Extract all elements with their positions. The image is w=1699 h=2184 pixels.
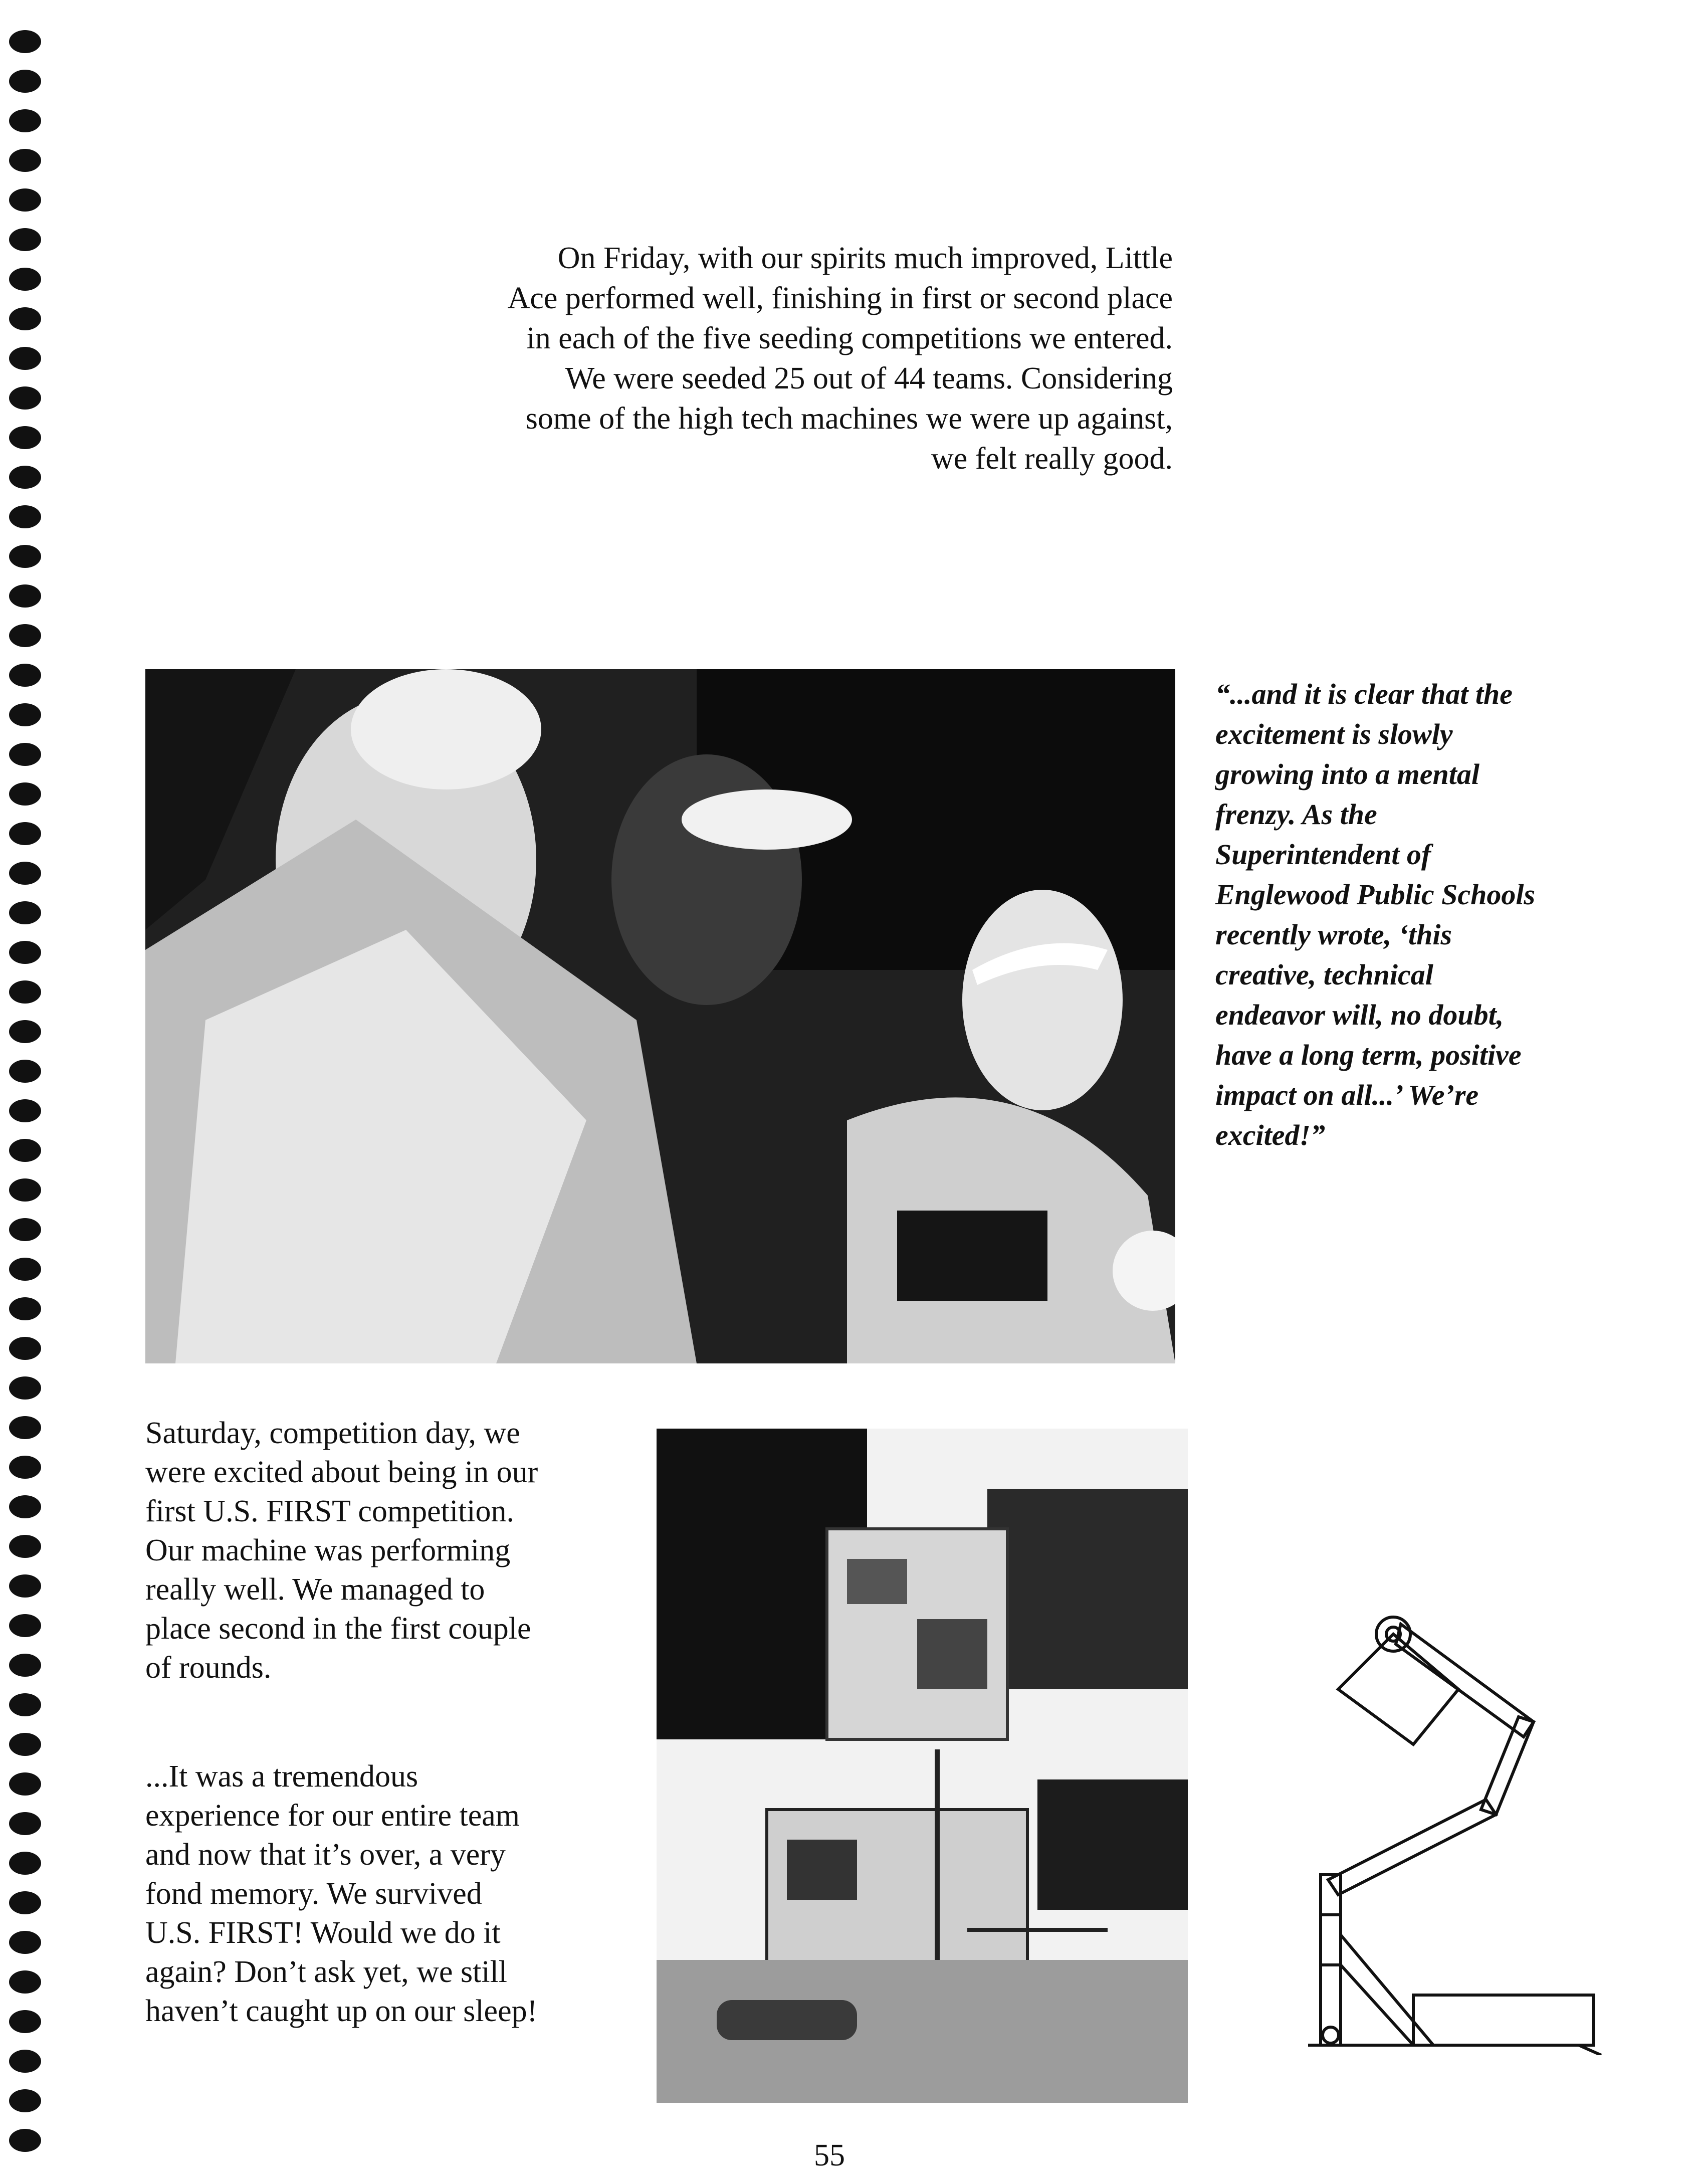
binding-hole <box>9 1416 41 1439</box>
binding-hole <box>9 1337 41 1360</box>
binding-hole <box>9 228 41 251</box>
binding-hole <box>9 1772 41 1796</box>
binding-hole <box>9 109 41 132</box>
binding-hole <box>9 1574 41 1598</box>
binding-hole <box>9 980 41 1004</box>
binding-hole <box>9 466 41 489</box>
ending-line: U.S. FIRST! Would we do it <box>145 1916 501 1950</box>
binding-hole <box>9 862 41 885</box>
page-number: 55 <box>814 2138 845 2172</box>
quote-line: growing into a mental <box>1215 758 1479 790</box>
ending-paragraph <box>145 1757 626 2031</box>
team-crowd-photo-illustration <box>145 669 1175 1363</box>
intro-line: we felt really good. <box>931 442 1173 476</box>
binding-hole <box>9 545 41 568</box>
binding-hole <box>9 1297 41 1320</box>
robot-photo-illustration <box>657 1429 1188 2103</box>
binding-hole <box>9 1218 41 1241</box>
saturday-line: place second in the first couple <box>145 1612 531 1646</box>
binding-hole <box>9 822 41 845</box>
saturday-line: were excited about being in our <box>145 1455 538 1489</box>
binding-hole <box>9 1931 41 1954</box>
binding-hole <box>9 268 41 291</box>
quote-line: have a long term, positive <box>1215 1039 1522 1071</box>
saturday-line: of rounds. <box>145 1651 272 1685</box>
ending-line: haven’t caught up on our sleep! <box>145 1994 538 2028</box>
ending-line: ...It was a tremendous <box>145 1759 418 1794</box>
quote-line: “...and it is clear that the <box>1215 678 1513 710</box>
robot-arm-drawing <box>1298 1614 1604 2055</box>
quote-line: Superintendent of <box>1215 838 1431 871</box>
binding-hole <box>9 426 41 449</box>
quote-line: recently wrote, ‘this <box>1215 918 1452 951</box>
quote-line: Englewood Public Schools <box>1215 878 1536 911</box>
binding-hole <box>9 1693 41 1716</box>
team-crowd-photo <box>145 669 1175 1363</box>
intro-line: On Friday, with our spirits much improved, Little <box>557 241 1173 275</box>
binding-hole <box>9 1535 41 1558</box>
binding-hole <box>9 1099 41 1122</box>
binding-hole <box>9 30 41 53</box>
quote-line: impact on all...’ We’re <box>1215 1079 1479 1111</box>
binding-hole <box>9 70 41 93</box>
saturday-line: Our machine was performing <box>145 1533 511 1567</box>
binding-hole <box>9 2050 41 2073</box>
intro-paragraph <box>381 238 1173 479</box>
binding-hole <box>9 743 41 766</box>
binding-hole <box>9 1020 41 1043</box>
binding-hole <box>9 782 41 806</box>
binding-hole <box>9 901 41 924</box>
binding-hole <box>9 1178 41 1202</box>
binding-hole <box>9 386 41 410</box>
ending-line: again? Don’t ask yet, we still <box>145 1955 508 1989</box>
binding-hole <box>9 505 41 528</box>
intro-line: Ace performed well, finishing in first or second place <box>507 281 1173 315</box>
robot-photo <box>657 1429 1188 2103</box>
binding-hole <box>9 1139 41 1162</box>
ending-line: experience for our entire team <box>145 1799 520 1833</box>
binding-hole <box>9 1376 41 1400</box>
binding-hole <box>9 1456 41 1479</box>
binding-hole <box>9 941 41 964</box>
ending-line: fond memory. We survived <box>145 1877 482 1911</box>
binding-hole <box>9 1852 41 1875</box>
binding-hole <box>9 149 41 172</box>
binding-hole <box>9 703 41 726</box>
quote-block <box>1215 674 1656 1155</box>
quote-line: endeavor will, no doubt, <box>1215 999 1504 1031</box>
binding-hole <box>9 1733 41 1756</box>
binding-hole <box>9 1614 41 1637</box>
binding-hole <box>9 584 41 608</box>
quote-line: excited!” <box>1215 1119 1326 1151</box>
binding-hole <box>9 1258 41 1281</box>
binding-hole <box>9 188 41 212</box>
intro-line: some of the high tech machines we were up against, <box>525 402 1173 436</box>
saturday-paragraph <box>145 1414 626 1687</box>
intro-line: We were seeded 25 out of 44 teams. Considering <box>565 361 1173 395</box>
binding-hole <box>9 1654 41 1677</box>
binding-hole <box>9 307 41 330</box>
binding-hole <box>9 1060 41 1083</box>
binding-hole <box>9 1812 41 1835</box>
quote-line: creative, technical <box>1215 958 1433 991</box>
binding-hole <box>9 1495 41 1518</box>
intro-line: in each of the five seeding competitions we entered. <box>526 321 1173 355</box>
quote-line: excitement is slowly <box>1215 718 1453 750</box>
binding-hole <box>9 664 41 687</box>
spiral-binding <box>9 30 44 2180</box>
binding-hole <box>9 1891 41 1914</box>
binding-hole <box>9 2010 41 2033</box>
binding-hole <box>9 2129 41 2152</box>
binding-hole <box>9 2089 41 2112</box>
saturday-line: really well. We managed to <box>145 1572 485 1607</box>
robot-arm-line-art <box>1298 1614 1604 2055</box>
binding-hole <box>9 1970 41 1994</box>
ending-line: and now that it’s over, a very <box>145 1838 506 1872</box>
saturday-line: Saturday, competition day, we <box>145 1416 520 1450</box>
binding-hole <box>9 347 41 370</box>
saturday-line: first U.S. FIRST competition. <box>145 1494 515 1528</box>
quote-line: frenzy. As the <box>1215 798 1377 831</box>
binding-hole <box>9 624 41 647</box>
